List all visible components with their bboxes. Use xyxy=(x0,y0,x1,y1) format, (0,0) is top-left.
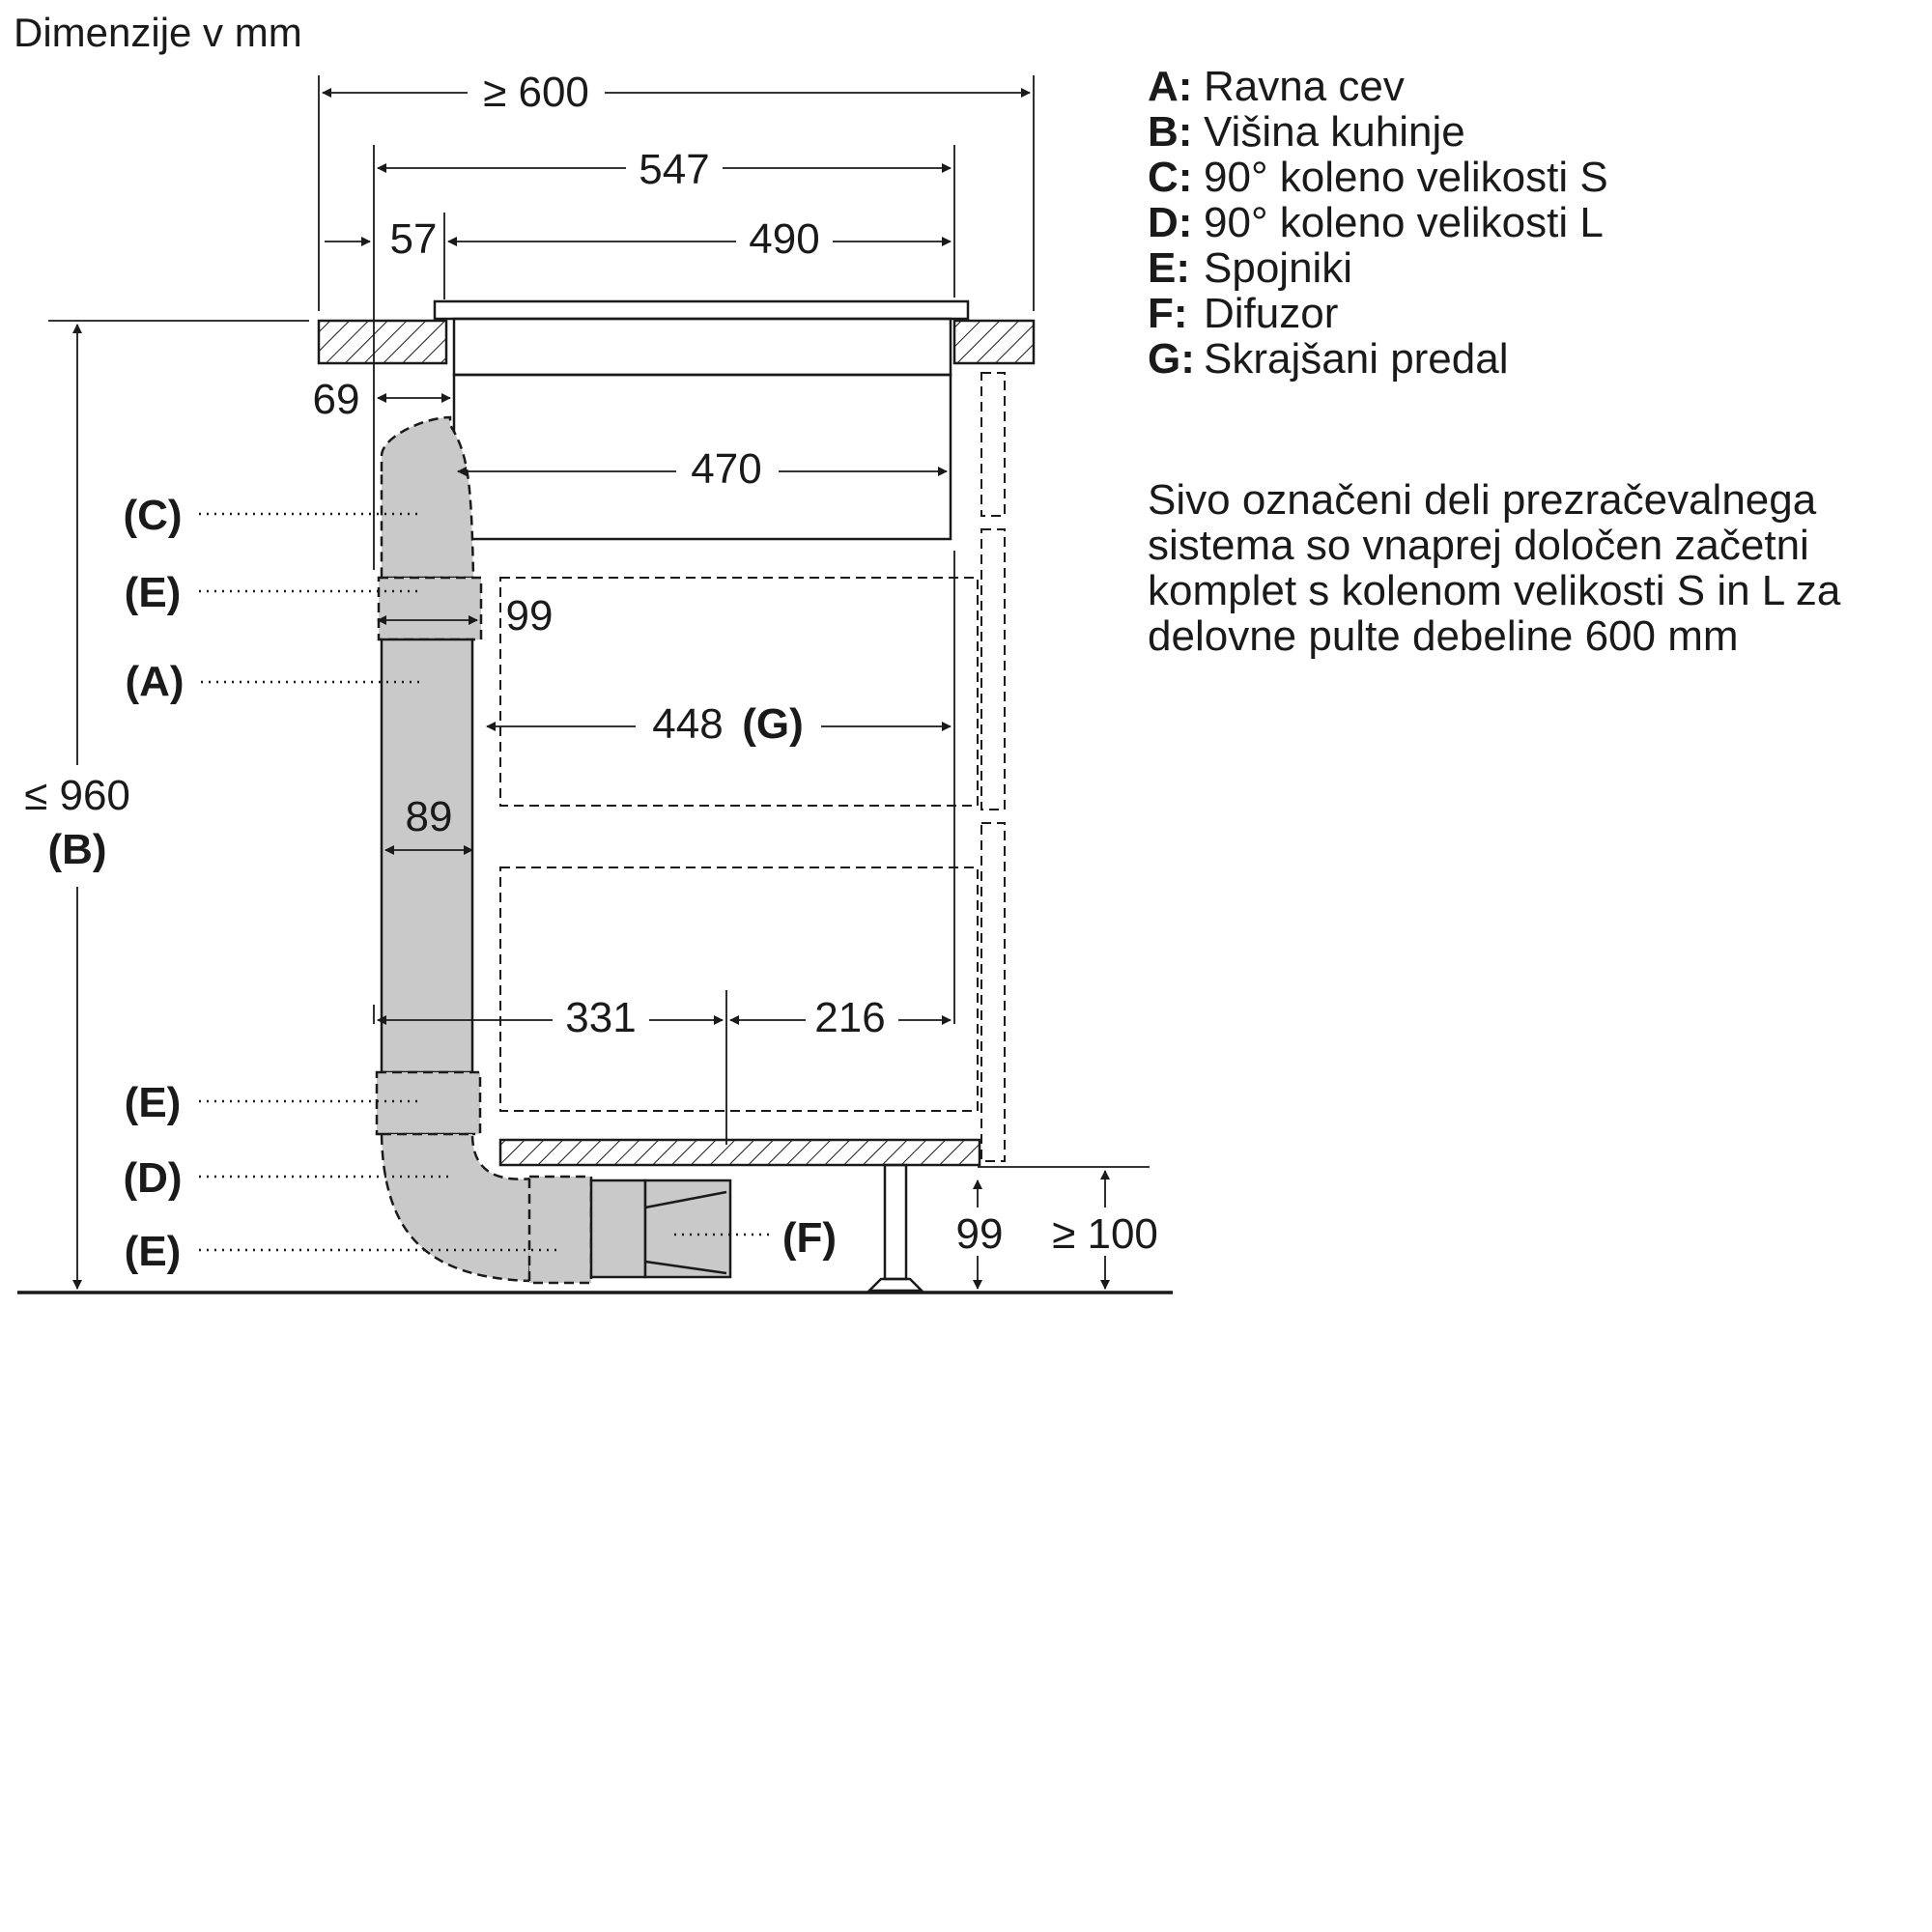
dim-960-tag: (B) xyxy=(47,826,107,873)
callout-d: (D) xyxy=(123,1154,183,1202)
dim-100: ≥ 100 xyxy=(1052,1210,1158,1258)
dim-57: 57 xyxy=(389,215,438,263)
diagram-title: Dimenzije v mm xyxy=(14,10,302,55)
dim-448: 448 xyxy=(652,700,724,748)
legend-item-e: E: Spojniki xyxy=(1148,244,1353,292)
dim-600: ≥ 600 xyxy=(483,69,589,116)
kit-note: Sivo označeni deli prezračevalnega sistema so vnaprej določen začetni komplet s kolenom velikosti S in L za delovne pulte debeline 600 mm xyxy=(1148,476,1841,660)
dim-331: 331 xyxy=(565,994,637,1041)
callout-f: (F) xyxy=(781,1214,838,1262)
legend-item-f: F: Difuzor xyxy=(1148,290,1339,337)
callout-e-bottom: (E) xyxy=(124,1228,182,1275)
dim-99-top: 99 xyxy=(505,592,554,639)
dim-216: 216 xyxy=(814,994,886,1041)
cabinet-side xyxy=(981,373,1005,1161)
dim-960: ≤ 960 xyxy=(24,772,130,819)
dim-448-tag: (G) xyxy=(742,700,804,748)
callout-e-top: (E) xyxy=(124,569,182,616)
callout-a: (A) xyxy=(125,658,185,705)
callout-e-mid: (E) xyxy=(124,1079,182,1126)
dim-490: 490 xyxy=(749,215,820,263)
legend xyxy=(1148,64,1608,382)
legend-item-b: B: Višina kuhinje xyxy=(1148,108,1465,156)
countertop xyxy=(319,321,1034,363)
legend-item-a: A: Ravna cev xyxy=(1148,63,1405,110)
legend-item-d: D: 90° koleno velikosti L xyxy=(1148,199,1604,246)
dimension-lines xyxy=(77,93,1105,1289)
hob-appliance xyxy=(435,301,968,539)
dim-99-bottom: 99 xyxy=(955,1210,1004,1258)
legend-item-c: C: 90° koleno velikosti S xyxy=(1148,154,1608,201)
dim-69: 69 xyxy=(312,376,360,423)
dim-89: 89 xyxy=(405,793,453,840)
legend-item-g: G: Skrajšani predal xyxy=(1148,335,1509,383)
dim-547: 547 xyxy=(639,146,710,193)
dimension-labels xyxy=(24,69,1158,1258)
callout-c: (C) xyxy=(123,492,183,539)
dim-470: 470 xyxy=(691,445,762,493)
